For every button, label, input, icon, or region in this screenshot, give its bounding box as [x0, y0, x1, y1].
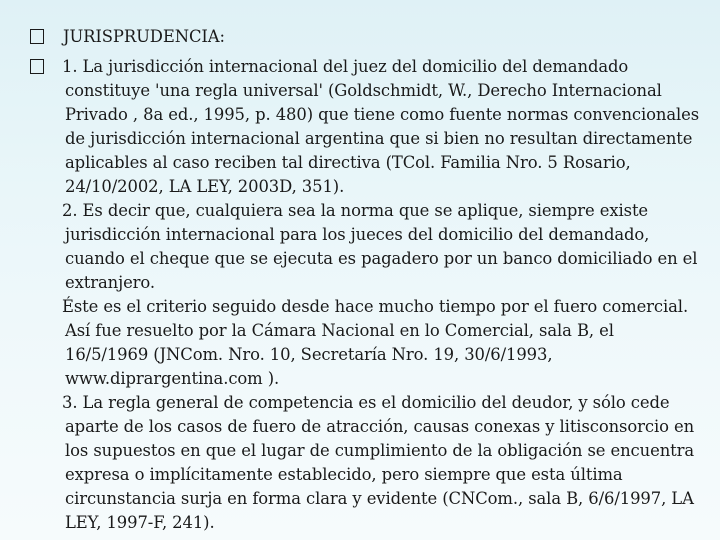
paragraph-3: Éste es el criterio seguido desde hace mucho tiempo por el fuero comercial. Así fue resuelto por la Cámara Nacional en lo Comercial, sala B, el 16/5/1969 (JNCom. Nro. 10, Secretaría Nro. 19, 30/6/1993, www.diprargentina.com ). [62, 297, 689, 388]
paragraph-2: 2. Es decir que, cualquiera sea la norma que se aplique, siempre existe jurisdicción internacional para los jueces del domicilio del demandado, cuando el cheque que se ejecuta es pagadero por un banco domiciliado en el extranjero. [62, 201, 698, 292]
missing-glyph-bullet-icon [30, 29, 44, 44]
slide-heading: JURISPRUDENCIA: [63, 27, 225, 46]
heading-bullet-item [30, 25, 702, 49]
body-bullet-item [30, 55, 702, 535]
paragraph-4: 3. La regla general de competencia es el domicilio del deudor, y sólo cede aparte de los casos de fuero de atracción, causas conexas y litisconsorcio en los supuestos en que el lugar de cumplimiento de la obligación se encuentra expresa o implícitamente establecido, pero siempre que esta última circunstancia surja en forma clara y evidente (CNCom., sala B, 6/6/1997, LA LEY, 1997-F, 241). [62, 393, 695, 532]
body-text [30, 55, 702, 535]
missing-glyph-bullet-icon [30, 59, 44, 74]
paragraph-1: 1. La jurisdicción internacional del juez del domicilio del demandado constituye 'una regla universal' (Goldschmidt, W., Derecho Internacional Privado , 8a ed., 1995, p. 480) que tiene como fuente normas convencionales de jurisdicción internacional argentina que si bien no resultan directamente aplicables al caso reciben tal directiva (TCol. Familia Nro. 5 Rosario, 24/10/2002, LA LEY, 2003D, 351). [62, 57, 700, 196]
